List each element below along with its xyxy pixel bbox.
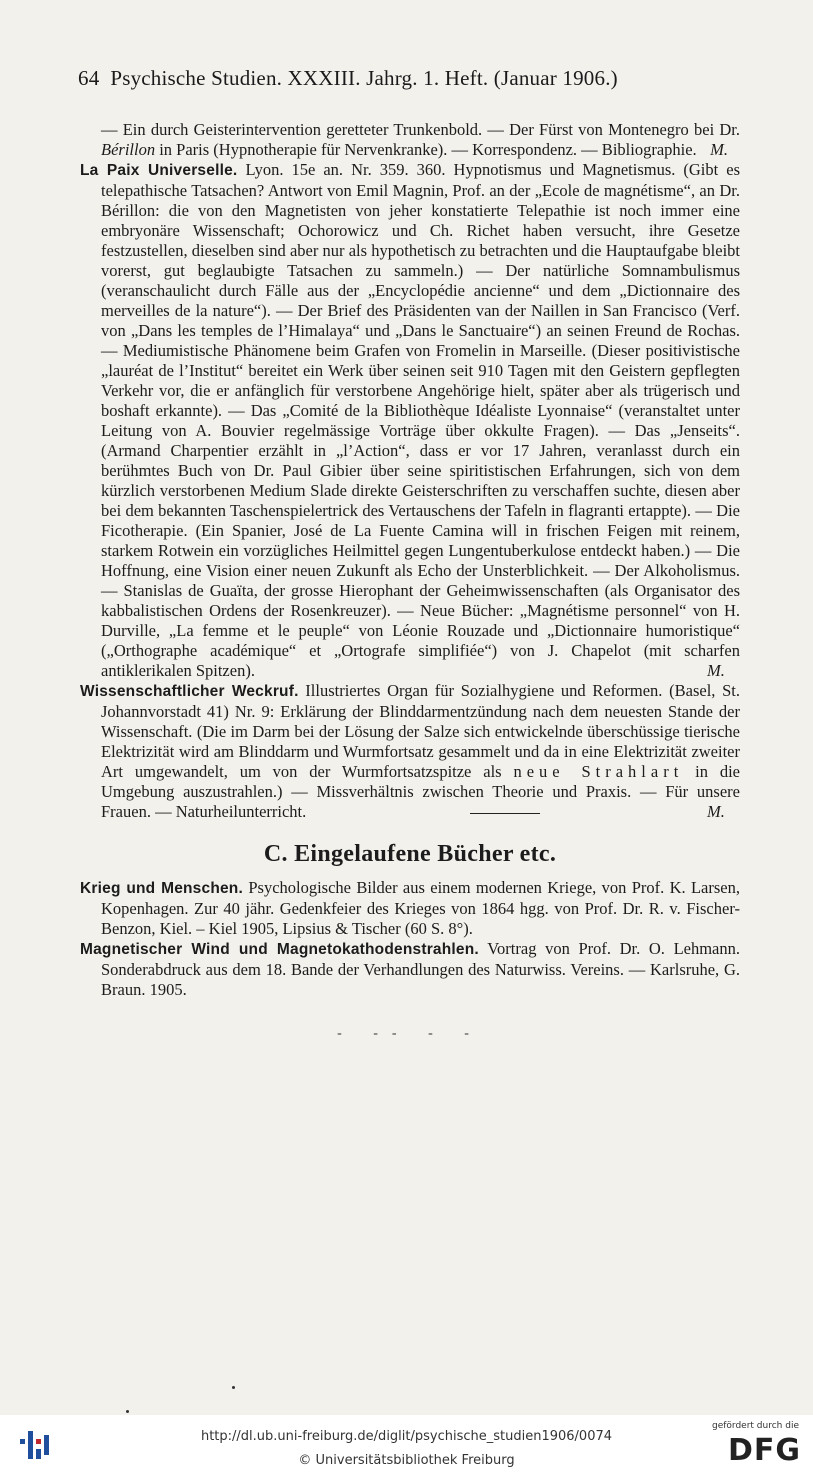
page-body <box>80 120 740 1044</box>
spaced-emphasis: neue Strahlart <box>513 762 684 781</box>
entry-text: Lyon. 15e an. Nr. 359. 360. Hypnotismus und Magnetismus. (Gibt es telepathische Tatsachen? Antwort von Emil Magnin, Prof. an der „Ecole de magnétisme“, an Dr. Bérillon: die von den Magnetisten von jeher konstatierte Telepathie ist noch immer eine embryonäre Wissenschaft; Ochorowicz und Ch. Richet haben versucht, ihre Gesetze festzustellen, dieselben sind aber nur als hypothetisch zu betrachten und die Hauptaufgabe bleibt vorerst, gut beglaubigte Tatsachen zu sammeln.) — Der natürliche Somnambulismus (veranschaulicht durch Fälle aus der „Encyclopédie ancienne“ und dem „Dictionnaire des merveilles de la nature“). — Der Brief des Präsidenten van der Naillen in San Francisco (Verf. von „Dans les temples de l’Himalaya“ und „Dans le Sanctuaire“) an seinen Freund de Rochas. — Mediumistische Phänomene beim Grafen von Fromelin in Marseille. (Dieser positivistische „lauréat de l’Institut“ bereitet ein Werk über seinen seit 910 Tagen mit den Geistern gepflegten Verkehr vor, die er anfänglich für verstorbene Angehörige hielt, später aber als trügerisch und boshaft erkannte). — Das „Comité de la Bibliothèque Idéaliste Lyonnaise“ (veranstaltet unter Leitung von A. Bouvier regelmässige Vorträge über okkulte Fragen). — Das „Jenseits“. (Armand Charpentier erzählt in „l’Action“, dass er vor 17 Jahren, veranlasst durch ein berühmtes Buch von Dr. Paul Gibier über seine spiritistischen Erfahrungen, sich von dem kürzlich verstorbenen Medium Slade direkte Geisterschriften zu verschaffen suchte, diesen aber bei dem bekannten Taschenspielertrick des Vertauschens der Tafeln in flagranti ertappte). — Die Ficotherapie. (Ein Spanier, José de La Fuente Camina will in frischen Feigen mit reinem, starkem Rotwein ein vorzügliches Heilmittel gegen Lungentuberkulose entdeckt haben.) — Die Hoffnung, eine Vision einer neuen Zukunft als Echo der Unsterblichkeit. — Der Alkoholismus. — Stanislas de Guaïta, der grosse Hierophant der Geheimwissenschaften (als Organisator des kabbalistischen Ordens der Rosenkreuzer). — Neue Bücher: „Magnétisme personnel“ von H. Durville, „La femme et le peuple“ von Léonie Rouzade und „Dictionnaire humoristique“ („Orthographe académique“ et „Ortografe simplifiée“) von J. Chapelot (mit scharfen antiklerikalen Spitzen). <box>101 160 740 680</box>
print-speck <box>232 1386 235 1389</box>
continued-entry <box>80 120 740 160</box>
book-text: Vortrag von Prof. Dr. O. Lehmann. Sonderabdruck aus dem 18. Bande der Verhandlungen des Naturwiss. Vereins. — Karlsruhe, G. Braun. 1905. <box>101 939 741 999</box>
copyright-notice: © Universitätsbibliothek Freiburg <box>298 1453 515 1468</box>
continued-text-1: — Ein durch Geisterintervention geretteter Trunkenbold. — Der Fürst von Montenegro bei Dr. <box>101 120 740 139</box>
book-entry <box>80 939 740 1000</box>
dfg-logo: DFG <box>727 1433 801 1468</box>
section-title: C. Eingelaufene Bücher etc. <box>263 841 557 867</box>
digitization-footer <box>0 1415 813 1473</box>
end-marks: - -- - - <box>337 1026 483 1041</box>
signature: M. <box>710 140 728 159</box>
entry-heading: Wissenschaftlicher Weckruf. <box>80 683 299 700</box>
signature: M. <box>707 661 725 680</box>
separator-rule <box>470 813 540 814</box>
dfg-caption: gefördert durch die <box>712 1421 799 1431</box>
entry-wissenschaftlicher-weckruf <box>80 681 740 822</box>
entry-heading: La Paix Universelle. <box>80 162 238 179</box>
page-number: 64 <box>78 66 100 90</box>
running-title: Psychische Studien. XXXIII. Jahrg. 1. Heft. (Januar 1906.) <box>110 66 618 90</box>
book-title: Krieg und Menschen. <box>80 880 243 897</box>
book-entry <box>80 878 740 939</box>
entry-text-2: in die Umgebung auszustrahlen.) — Missverhältnis zwischen Theorie und Praxis. — Für unsere Frauen. — Naturheilunterricht. <box>101 762 741 821</box>
continued-name: Bérillon <box>101 140 156 159</box>
continued-text-2: in Paris (Hypnotherapie für Nervenkranke). — Korrespondenz. — Bibliographie. <box>159 140 697 159</box>
book-title: Magnetischer Wind und Magnetokathodenstrahlen. <box>80 941 479 958</box>
running-header <box>78 66 730 91</box>
print-speck <box>126 1410 129 1413</box>
signature: M. <box>707 802 725 821</box>
entry-la-paix-universelle <box>80 160 740 681</box>
source-url-link[interactable]: http://dl.ub.uni-freiburg.de/diglit/psychische_studien1906/0074 <box>200 1429 613 1444</box>
book-text: Psychologische Bilder aus einem modernen Kriege, von Prof. K. Larsen, Kopenhagen. Zur 40 jähr. Gedenkfeier des Krieges von 1864 hgg. von Prof. Dr. R. v. Fischer-Benzon, Kiel. – Kiel 1905, Lipsius & Tischer (60 S. 8°). <box>101 878 740 938</box>
entry-text-1: Illustriertes Organ für Sozialhygiene und Reformen. (Basel, St. Johannvorstadt 41) Nr. 9: Erklärung der Blinddarmentzündung nach dem neuesten Stande der Wissenschaft. (Die im Darm bei der Lösung der Salze sich entwickelnde überschüssige tierische Elektrizität wird am Blinddarm und Wurmfortsatz gesammelt und da in eine Elektrizität zweiter Art umgewandelt, um von der Wurmfortsatzspitze als <box>101 681 740 781</box>
